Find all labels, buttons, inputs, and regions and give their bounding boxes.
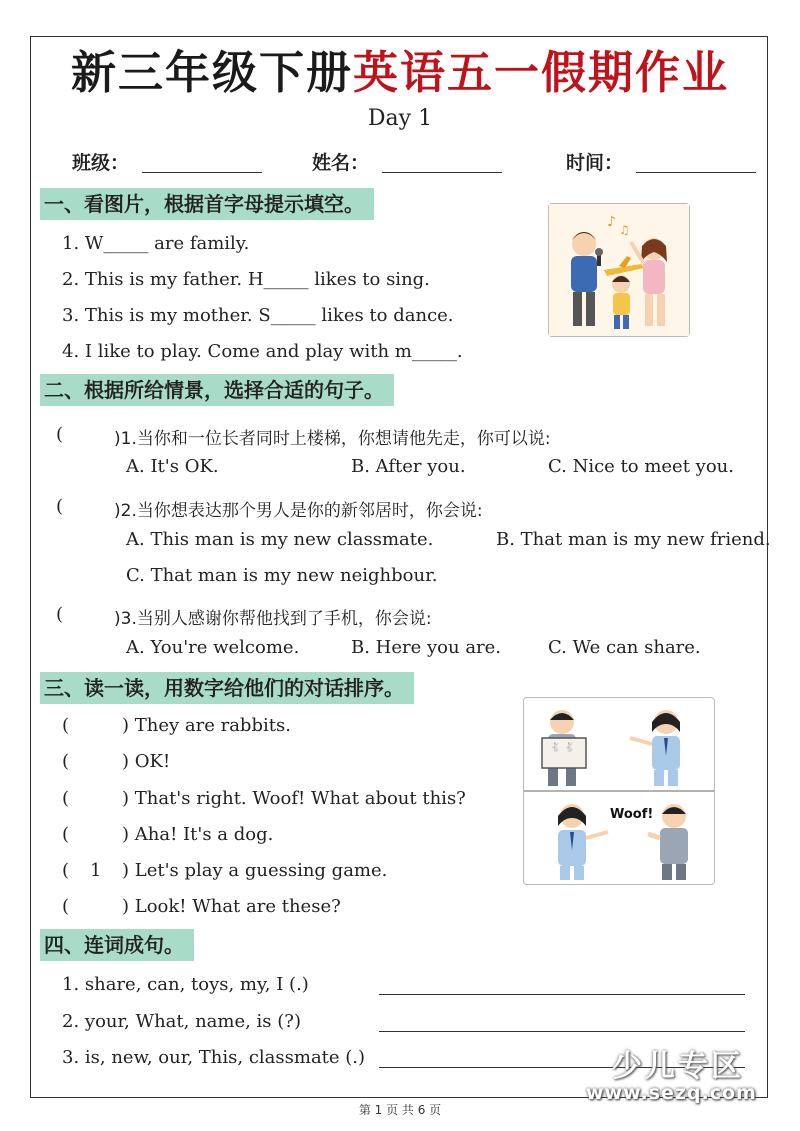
page-title [0,44,800,102]
s3-item-6-paren[interactable]: ( [62,896,70,917]
s4-answer-line-1[interactable] [379,994,745,995]
s3-item-6-text: ) Look! What are these? [122,896,341,917]
s2-q2-option-c: C. That man is my new neighbour. [126,565,438,586]
s2-q3-option-b: B. Here you are. [351,637,502,658]
s2-q3-option-c: C. We can share. [548,637,701,658]
svg-text:🐇 🐇: 🐇 🐇 [550,743,576,753]
title-homework: 英语五一假期作业 [353,46,730,99]
s2-q1-option-a: A. It's OK. [126,456,219,477]
s4-item-3: 3. is, new, our, This, classmate (.) [62,1047,366,1068]
s3-item-4-text: ) Aha! It's a dog. [122,824,274,845]
s2-q2-paren[interactable]: ( [56,496,64,517]
day-label: Day 1 [367,106,433,131]
s3-item-5-number: 1 [90,860,102,881]
time-label: 时间： [566,152,624,174]
s2-q1-paren[interactable]: ( [56,424,64,445]
s2-q1-option-b: B. After you. [351,456,466,477]
name-blank[interactable] [382,172,502,173]
s2-q2-option-a: A. This man is my new classmate. [126,529,434,550]
time-blank[interactable] [636,172,756,173]
s3-item-5-text: ) Let's play a guessing game. [122,860,388,881]
section1-heading: 一、看图片，根据首字母提示填空。 [40,188,374,220]
dialogue-picture [523,697,715,885]
name-label: 姓名： [312,152,370,174]
s4-item-1: 1. share, can, toys, my, I (.) [62,974,309,995]
s4-item-2: 2. your, What, name, is (?) [62,1011,301,1032]
s1-item-1: 1. W_____ are family. [62,233,250,254]
s3-item-1-text: ) They are rabbits. [122,715,291,736]
page-footer: 第 1 页 共 6 页 [358,1103,442,1117]
section4-heading: 四、连词成句。 [40,929,194,961]
s2-q3-option-a: A. You're welcome. [126,637,300,658]
s1-item-2: 2. This is my father. H_____ likes to sing. [62,269,430,290]
title-grade: 新三年级下册 [70,46,353,99]
s3-item-5-paren[interactable]: ( [62,860,70,881]
section2-heading: 二、根据所给情景，选择合适的句子。 [40,374,394,406]
s3-item-2-text: ) OK! [122,751,171,772]
s3-item-3-paren[interactable]: ( [62,788,70,809]
s1-item-3: 3. This is my mother. S_____ likes to dance. [62,305,454,326]
watermark-logo: 少儿专区 [612,1049,744,1084]
s4-answer-line-2[interactable] [379,1031,745,1032]
woof-bubble: Woof! [610,807,654,822]
svg-text:♫: ♫ [619,223,630,237]
s3-item-1-paren[interactable]: ( [62,715,70,736]
section3-heading: 三、读一读，用数字给他们的对话排序。 [40,672,414,704]
s3-item-3-text: ) That's right. Woof! What about this? [122,788,466,809]
s2-q1-option-c: C. Nice to meet you. [548,456,734,477]
s2-q1-prompt: )1.当你和一位长者同时上楼梯，你想请他先走，你可以说: [114,429,551,449]
s2-q3-paren[interactable]: ( [56,604,64,625]
s2-q3-prompt: )3.当别人感谢你帮他找到了手机，你会说: [114,609,432,629]
s2-q2-prompt: )2.当你想表达那个男人是你的新邻居时，你会说: [114,501,483,521]
s2-q2-option-b: B. That man is my new friend. [496,529,771,550]
s1-item-4: 4. I like to play. Come and play with m_____. [62,341,463,362]
family-picture [548,203,690,337]
s3-item-2-paren[interactable]: ( [62,751,70,772]
watermark-url: www.sezq.com [586,1082,757,1104]
svg-text:♪: ♪ [607,214,616,230]
class-label: 班级： [72,152,130,174]
s3-item-4-paren[interactable]: ( [62,824,70,845]
class-blank[interactable] [142,172,262,173]
